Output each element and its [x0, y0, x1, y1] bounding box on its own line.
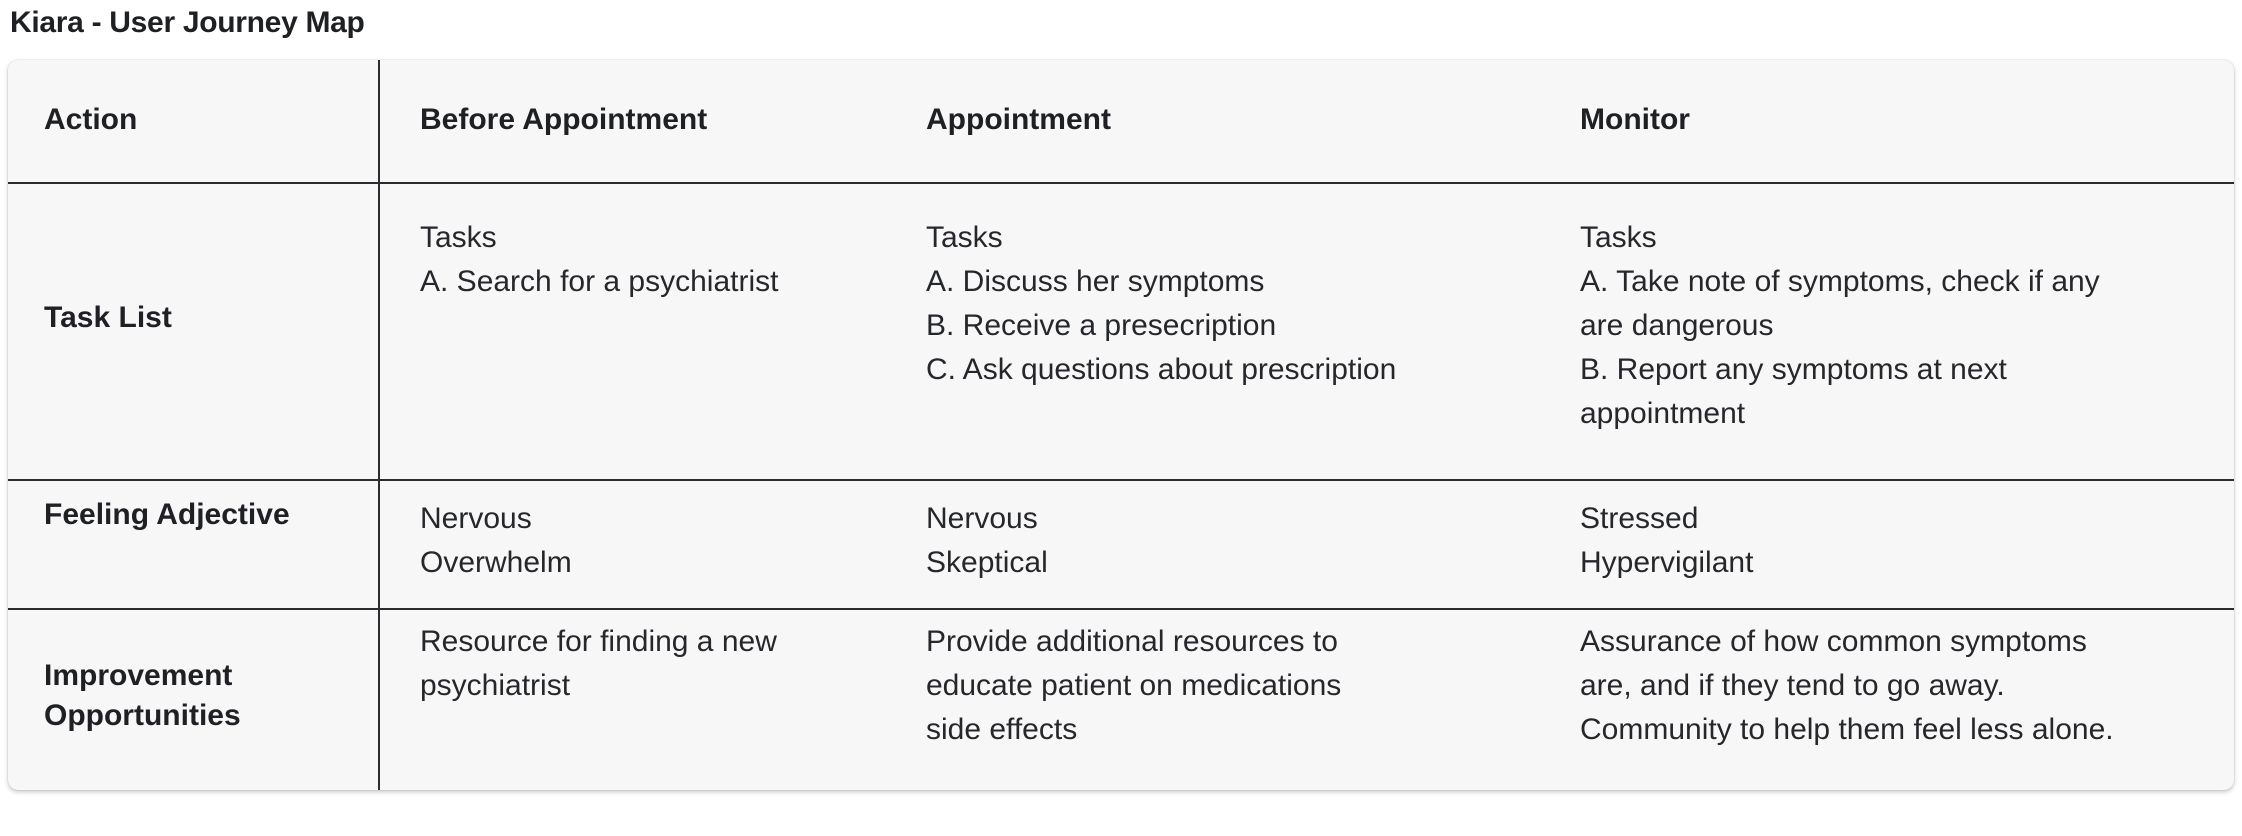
header-appointment: Appointment [926, 103, 1111, 136]
cell-improvement-before [420, 620, 777, 708]
cell-line: Tasks [926, 221, 1003, 254]
cell-line: B. Report any symptoms at next [1580, 353, 2007, 386]
cell-line: Nervous [926, 502, 1038, 535]
page-title: Kiara - User Journey Map [10, 6, 365, 39]
cell-line: Provide additional resources to [926, 625, 1338, 658]
row-label-improvement [44, 656, 241, 736]
cell-feeling-before [420, 497, 572, 585]
table-header-row [8, 60, 2234, 184]
cell-line: Stressed [1580, 502, 1699, 535]
cell-line: Tasks [1580, 221, 1657, 254]
row-label-task-list: Task List [44, 301, 172, 334]
cell-feeling-appointment [926, 497, 1048, 585]
cell-feeling-monitor [1580, 497, 1753, 585]
cell-line: are, and if they tend to go away. [1580, 669, 2005, 702]
row-label-line: Opportunities [44, 699, 241, 732]
cell-line: Overwhelm [420, 546, 572, 579]
table-row-task-list [8, 184, 2234, 481]
cell-line: side effects [926, 713, 1078, 746]
table-row-feeling [8, 481, 2234, 610]
table-row-improvement [8, 610, 2234, 790]
cell-tasks-monitor [1580, 216, 2100, 436]
cell-line: psychiatrist [420, 669, 571, 702]
cell-line: Nervous [420, 502, 532, 535]
journey-map-table [8, 60, 2234, 790]
header-action: Action [44, 103, 138, 136]
cell-line: B. Receive a presecription [926, 309, 1277, 342]
cell-line: Skeptical [926, 546, 1048, 579]
cell-tasks-before [420, 216, 778, 304]
cell-line: C. Ask questions about prescription [926, 353, 1397, 386]
cell-line: A. Take note of symptoms, check if any [1580, 265, 2100, 298]
cell-line: Tasks [420, 221, 497, 254]
cell-line: Hypervigilant [1580, 546, 1754, 579]
header-monitor: Monitor [1580, 103, 1690, 136]
cell-improvement-monitor [1580, 620, 2114, 752]
row-label-line: Improvement [44, 659, 233, 692]
cell-line: Assurance of how common symptoms [1580, 625, 2087, 658]
cell-line: Community to help them feel less alone. [1580, 713, 2114, 746]
cell-line: educate patient on medications [926, 669, 1342, 702]
cell-improvement-appointment [926, 620, 1341, 752]
cell-tasks-appointment [926, 216, 1396, 392]
cell-line: Resource for finding a new [420, 625, 777, 658]
cell-line: A. Search for a psychiatrist [420, 265, 779, 298]
cell-line: A. Discuss her symptoms [926, 265, 1265, 298]
cell-line: are dangerous [1580, 309, 1774, 342]
row-label-feeling: Feeling Adjective [44, 498, 290, 531]
header-before-appointment: Before Appointment [420, 103, 708, 136]
cell-line: appointment [1580, 397, 1746, 430]
